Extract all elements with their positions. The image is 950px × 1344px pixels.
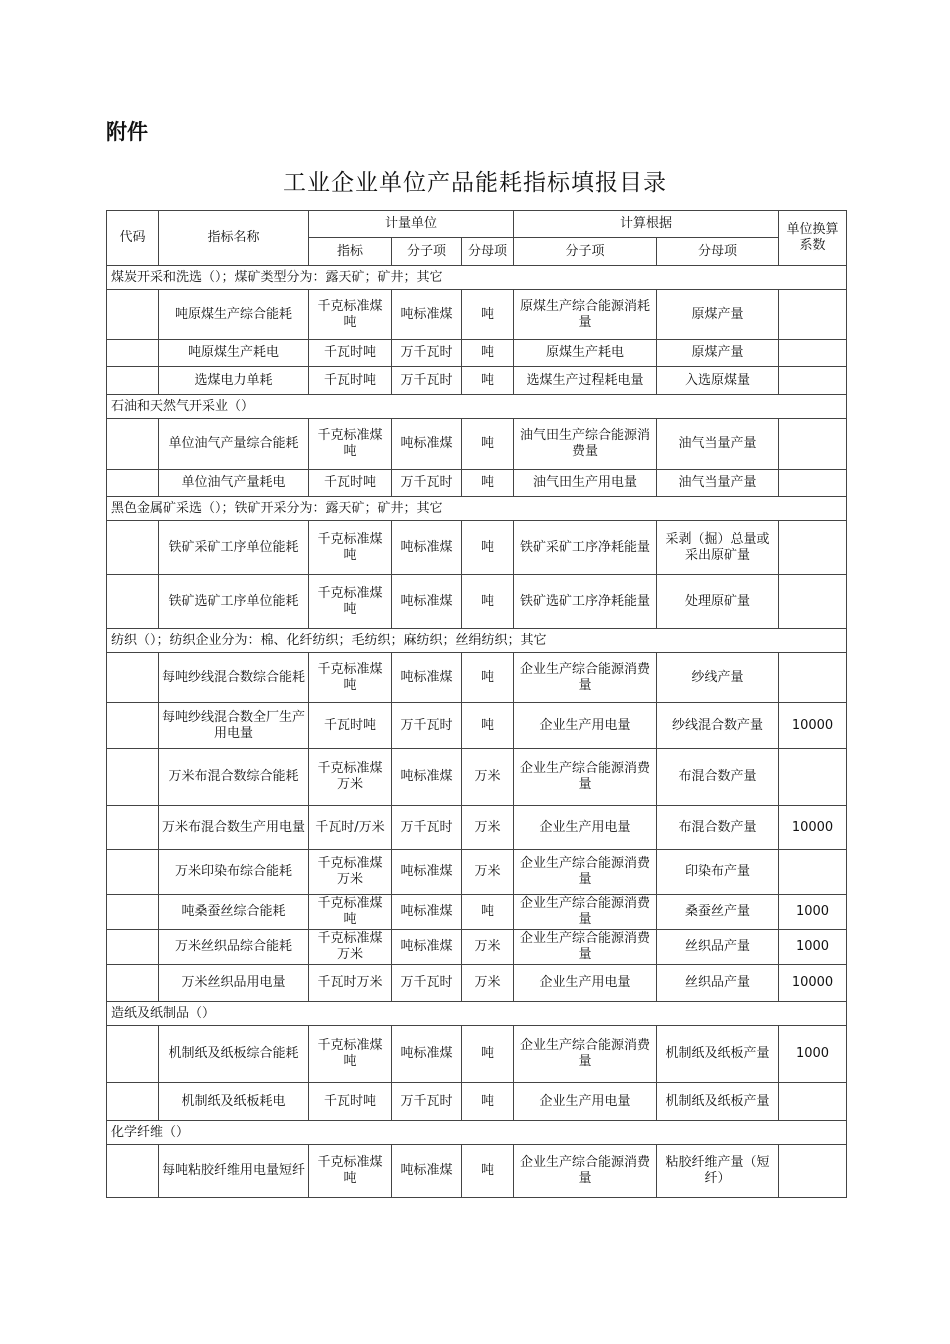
table-row [107,850,847,895]
section-title: 石油和天然气开采业（） [107,395,847,419]
unit-indicator: 千克标准煤吨 [309,419,392,470]
section-row [107,395,847,419]
basis-numerator: 企业生产综合能源消费量 [514,653,657,703]
unit-indicator: 千克标准煤吨 [309,653,392,703]
basis-numerator: 原煤生产耗电 [514,340,657,367]
conversion-factor: 10000 [779,806,847,850]
unit-denominator: 吨 [462,1145,514,1198]
header-factor: 单位换算系数 [779,211,847,266]
header-unit-denominator: 分母项 [462,238,514,266]
basis-denominator: 纱线混合数产量 [657,703,779,749]
unit-indicator: 千克标准煤吨 [309,521,392,575]
indicator-name: 机制纸及纸板综合能耗 [159,1026,309,1083]
unit-numerator: 吨标准煤 [392,1145,462,1198]
conversion-factor [779,850,847,895]
unit-indicator: 千瓦时吨 [309,367,392,395]
basis-denominator: 入选原煤量 [657,367,779,395]
conversion-factor [779,521,847,575]
indicator-name: 每吨纱线混合数全厂生产用电量 [159,703,309,749]
code-cell [107,806,159,850]
unit-denominator: 万米 [462,965,514,1002]
basis-denominator: 桑蚕丝产量 [657,895,779,930]
basis-numerator: 企业生产用电量 [514,965,657,1002]
unit-numerator: 吨标准煤 [392,749,462,806]
section-title: 黑色金属矿采选（）；铁矿开采分为：露天矿；矿井；其它 [107,497,847,521]
basis-denominator: 原煤产量 [657,340,779,367]
basis-numerator: 企业生产用电量 [514,1083,657,1121]
code-cell [107,703,159,749]
header-basis-denominator: 分母项 [657,238,779,266]
table-row [107,806,847,850]
basis-numerator: 企业生产综合能源消费量 [514,895,657,930]
indicator-name: 万米丝织品综合能耗 [159,930,309,965]
unit-numerator: 万千瓦时 [392,1083,462,1121]
basis-denominator: 丝织品产量 [657,965,779,1002]
unit-numerator: 万千瓦时 [392,965,462,1002]
section-row [107,266,847,290]
code-cell [107,1083,159,1121]
basis-numerator: 选煤生产过程耗电量 [514,367,657,395]
section-row [107,1121,847,1145]
attachment-label: 附件 [106,120,148,144]
unit-numerator: 万千瓦时 [392,340,462,367]
indicator-name: 选煤电力单耗 [159,367,309,395]
basis-denominator: 布混合数产量 [657,749,779,806]
basis-numerator: 企业生产综合能源消费量 [514,850,657,895]
indicator-name: 每吨纱线混合数综合能耗 [159,653,309,703]
unit-denominator: 吨 [462,1083,514,1121]
unit-numerator: 吨标准煤 [392,575,462,629]
unit-denominator: 万米 [462,930,514,965]
unit-denominator: 吨 [462,895,514,930]
unit-denominator: 吨 [462,290,514,340]
conversion-factor: 1000 [779,895,847,930]
unit-denominator: 吨 [462,340,514,367]
conversion-factor [779,470,847,497]
unit-numerator: 吨标准煤 [392,850,462,895]
conversion-factor: 10000 [779,965,847,1002]
header-code: 代码 [107,211,159,266]
unit-indicator: 千克标准煤吨 [309,1145,392,1198]
unit-indicator: 千瓦时万米 [309,965,392,1002]
code-cell [107,895,159,930]
basis-numerator: 原煤生产综合能源消耗量 [514,290,657,340]
basis-numerator: 油气田生产综合能源消费量 [514,419,657,470]
conversion-factor [779,340,847,367]
unit-numerator: 吨标准煤 [392,521,462,575]
table-row [107,419,847,470]
table-row [107,521,847,575]
conversion-factor [779,419,847,470]
code-cell [107,367,159,395]
basis-denominator: 处理原矿量 [657,575,779,629]
unit-denominator: 吨 [462,703,514,749]
basis-denominator: 机制纸及纸板产量 [657,1083,779,1121]
table-row [107,653,847,703]
table-row [107,367,847,395]
basis-denominator: 原煤产量 [657,290,779,340]
conversion-factor [779,749,847,806]
conversion-factor [779,1083,847,1121]
unit-indicator: 千克标准煤吨 [309,290,392,340]
unit-numerator: 吨标准煤 [392,930,462,965]
basis-denominator: 机制纸及纸板产量 [657,1026,779,1083]
header-basis-group: 计算根据 [514,211,779,238]
section-row [107,1002,847,1026]
table-row [107,575,847,629]
unit-denominator: 万米 [462,850,514,895]
indicator-name: 单位油气产量综合能耗 [159,419,309,470]
unit-numerator: 吨标准煤 [392,895,462,930]
section-row [107,629,847,653]
table-row [107,895,847,930]
conversion-factor: 10000 [779,703,847,749]
conversion-factor: 1000 [779,930,847,965]
code-cell [107,749,159,806]
code-cell [107,575,159,629]
basis-denominator: 油气当量产量 [657,470,779,497]
unit-denominator: 吨 [462,521,514,575]
indicator-name: 铁矿采矿工序单位能耗 [159,521,309,575]
indicator-name: 铁矿选矿工序单位能耗 [159,575,309,629]
indicator-name: 万米印染布综合能耗 [159,850,309,895]
basis-numerator: 铁矿选矿工序净耗能量 [514,575,657,629]
unit-numerator: 万千瓦时 [392,470,462,497]
unit-numerator: 万千瓦时 [392,703,462,749]
code-cell [107,965,159,1002]
basis-denominator: 纱线产量 [657,653,779,703]
basis-numerator: 企业生产综合能源消费量 [514,1145,657,1198]
unit-indicator: 千瓦时/万米 [309,806,392,850]
table-row [107,340,847,367]
basis-numerator: 企业生产综合能源消费量 [514,930,657,965]
conversion-factor: 1000 [779,1026,847,1083]
basis-numerator: 企业生产用电量 [514,806,657,850]
section-title: 化学纤维（） [107,1121,847,1145]
basis-numerator: 企业生产用电量 [514,703,657,749]
code-cell [107,653,159,703]
header-name: 指标名称 [159,211,309,266]
header-unit-group: 计量单位 [309,211,514,238]
table-row [107,1026,847,1083]
indicator-name: 吨原煤生产综合能耗 [159,290,309,340]
table-row [107,965,847,1002]
table-header-row [107,211,847,238]
code-cell [107,340,159,367]
section-title: 纺织（）；纺织企业分为：棉、化纤纺织；毛纺织；麻纺织；丝绢纺织；其它 [107,629,847,653]
table-row [107,470,847,497]
unit-indicator: 千瓦时吨 [309,703,392,749]
unit-denominator: 万米 [462,749,514,806]
code-cell [107,419,159,470]
basis-denominator: 油气当量产量 [657,419,779,470]
table-row [107,749,847,806]
code-cell [107,850,159,895]
basis-denominator: 粘胶纤维产量（短纤） [657,1145,779,1198]
indicator-name: 万米布混合数生产用电量 [159,806,309,850]
basis-denominator: 采剥（掘）总量或采出原矿量 [657,521,779,575]
unit-indicator: 千克标准煤万米 [309,850,392,895]
conversion-factor [779,367,847,395]
indicator-name: 万米布混合数综合能耗 [159,749,309,806]
unit-denominator: 万米 [462,806,514,850]
code-cell [107,521,159,575]
basis-numerator: 油气田生产用电量 [514,470,657,497]
indicator-name: 吨桑蚕丝综合能耗 [159,895,309,930]
code-cell [107,1026,159,1083]
unit-denominator: 吨 [462,419,514,470]
basis-denominator: 布混合数产量 [657,806,779,850]
conversion-factor [779,1145,847,1198]
unit-indicator: 千瓦时吨 [309,470,392,497]
unit-numerator: 吨标准煤 [392,1026,462,1083]
table-row [107,1083,847,1121]
unit-denominator: 吨 [462,367,514,395]
table-row [107,930,847,965]
basis-numerator: 企业生产综合能源消费量 [514,1026,657,1083]
unit-indicator: 千克标准煤吨 [309,575,392,629]
code-cell [107,470,159,497]
unit-indicator: 千克标准煤万米 [309,930,392,965]
code-cell [107,1145,159,1198]
basis-denominator: 印染布产量 [657,850,779,895]
indicator-name: 吨原煤生产耗电 [159,340,309,367]
section-title: 煤炭开采和洗选（）；煤矿类型分为：露天矿；矿井；其它 [107,266,847,290]
unit-indicator: 千瓦时吨 [309,340,392,367]
unit-numerator: 万千瓦时 [392,806,462,850]
indicator-name: 每吨粘胶纤维用电量短纤 [159,1145,309,1198]
code-cell [107,930,159,965]
basis-denominator: 丝织品产量 [657,930,779,965]
code-cell [107,290,159,340]
basis-numerator: 铁矿采矿工序净耗能量 [514,521,657,575]
unit-indicator: 千瓦时吨 [309,1083,392,1121]
unit-numerator: 吨标准煤 [392,419,462,470]
unit-denominator: 吨 [462,653,514,703]
unit-denominator: 吨 [462,1026,514,1083]
conversion-factor [779,653,847,703]
unit-numerator: 吨标准煤 [392,290,462,340]
table-row [107,290,847,340]
header-unit-numerator: 分子项 [392,238,462,266]
section-row [107,497,847,521]
conversion-factor [779,575,847,629]
header-basis-numerator: 分子项 [514,238,657,266]
conversion-factor [779,290,847,340]
unit-denominator: 吨 [462,575,514,629]
table-row [107,703,847,749]
energy-indicator-table [106,210,847,1198]
unit-indicator: 千克标准煤吨 [309,1026,392,1083]
page-title: 工业企业单位产品能耗指标填报目录 [283,170,667,196]
indicator-name: 万米丝织品用电量 [159,965,309,1002]
basis-numerator: 企业生产综合能源消费量 [514,749,657,806]
table-row [107,1145,847,1198]
indicator-name: 单位油气产量耗电 [159,470,309,497]
indicator-name: 机制纸及纸板耗电 [159,1083,309,1121]
unit-numerator: 万千瓦时 [392,367,462,395]
section-title: 造纸及纸制品（） [107,1002,847,1026]
unit-indicator: 千克标准煤吨 [309,895,392,930]
unit-denominator: 吨 [462,470,514,497]
header-unit-indicator: 指标 [309,238,392,266]
unit-numerator: 吨标准煤 [392,653,462,703]
unit-indicator: 千克标准煤万米 [309,749,392,806]
